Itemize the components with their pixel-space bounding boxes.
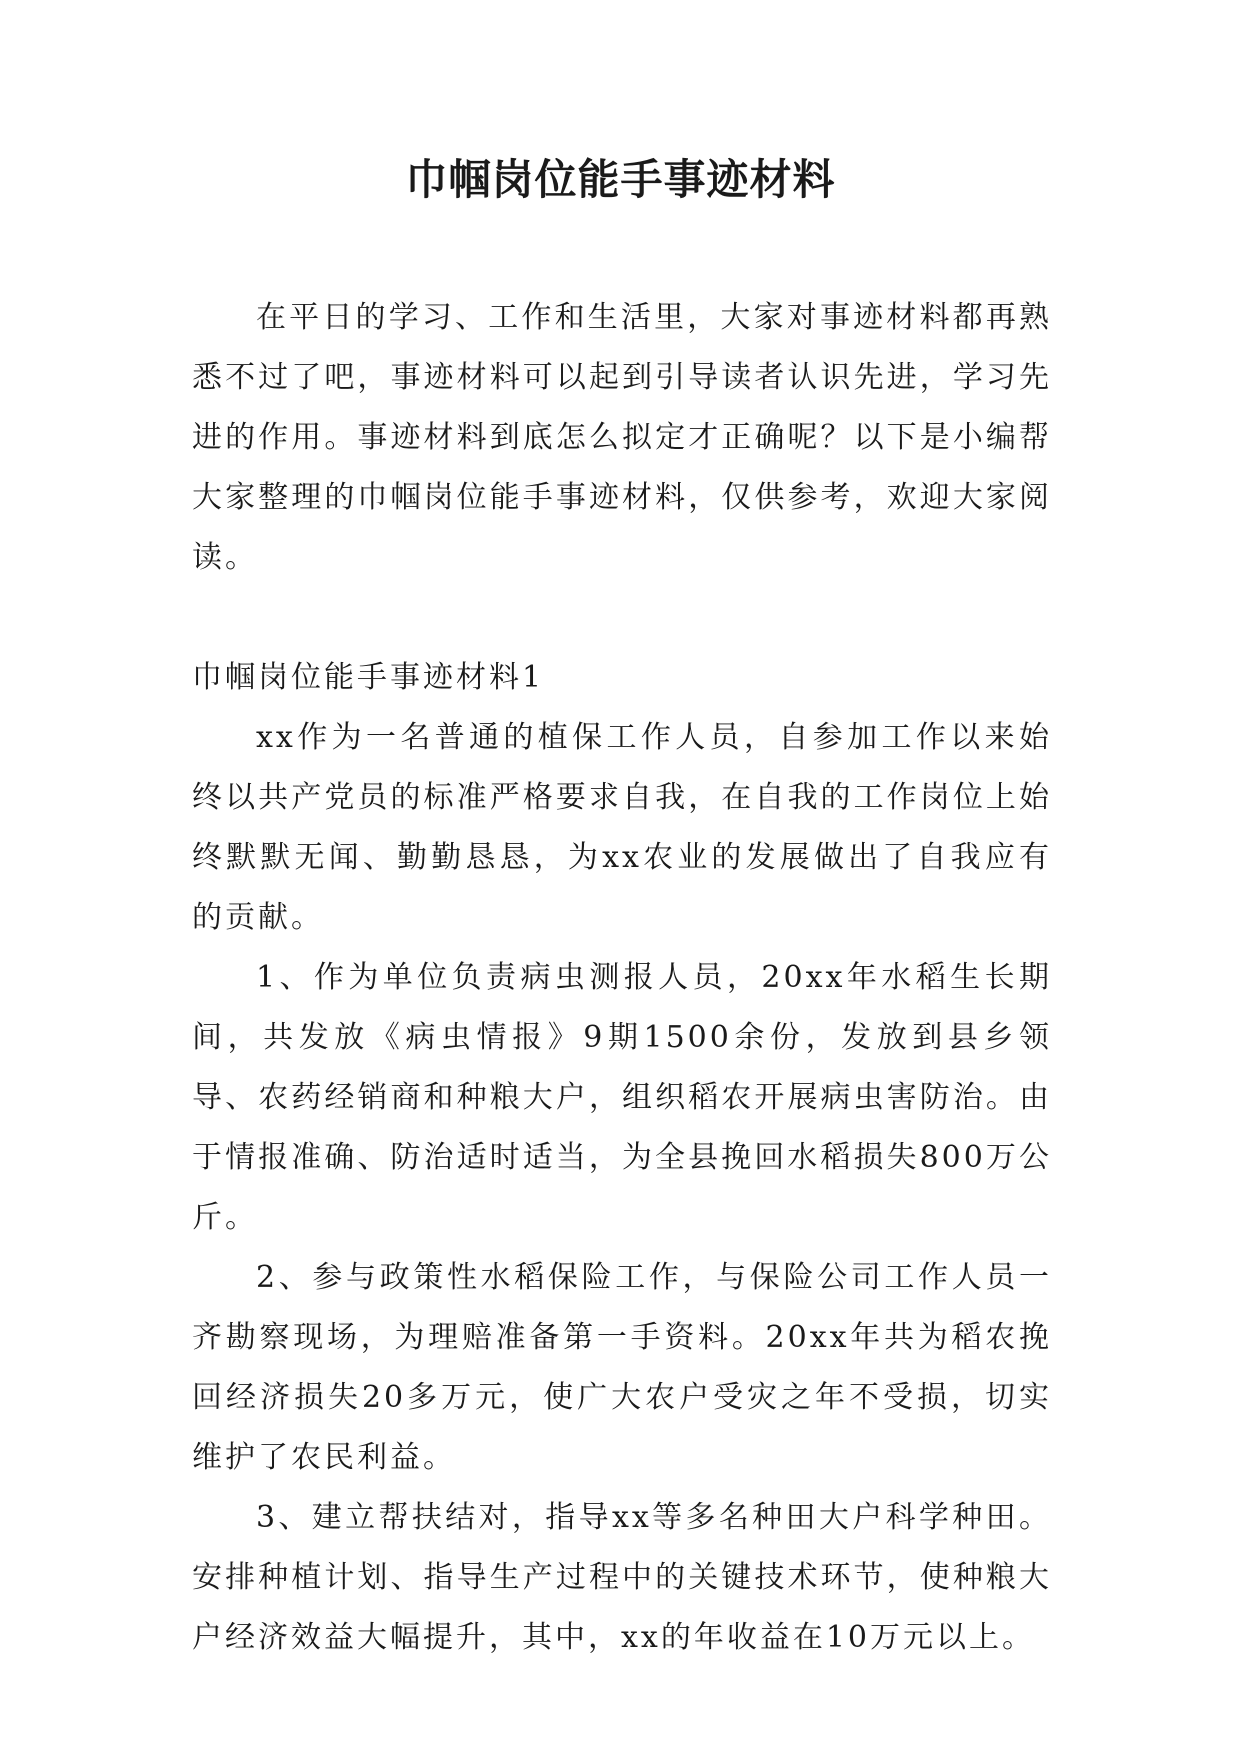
section-paragraph-3: 2、参与政策性水稻保险工作，与保险公司工作人员一齐勘察现场，为理赔准备第一手资料。20xx年共为稻农挽回经济损失20多万元，使广大农户受灾之年不受损，切实维护了农民利益。 (192, 1260, 1052, 1475)
intro-paragraph: 在平日的学习、工作和生活里，大家对事迹材料都再熟悉不过了吧，事迹材料可以起到引导读者认识先进，学习先进的作用。事迹材料到底怎么拟定才正确呢？以下是小编帮大家整理的巾帼岗位能手事迹材料，仅供参考，欢迎大家阅读。 (192, 300, 1052, 575)
paragraph-spacer (192, 588, 1052, 648)
section-paragraph-2: 1、作为单位负责病虫测报人员，20xx年水稻生长期间，共发放《病虫情报》9期1500余份，发放到县乡领导、农药经销商和种粮大户，组织稻农开展病虫害防治。由于情报准确、防治适时适当，为全县挽回水稻损失800万公斤。 (192, 960, 1052, 1235)
document-body (192, 288, 1052, 1668)
document-title: 巾帼岗位能手事迹材料 (405, 155, 836, 204)
section-paragraph-1: xx作为一名普通的植保工作人员，自参加工作以来始终以共产党员的标准严格要求自我，在自我的工作岗位上始终默默无闻、勤勤恳恳，为xx农业的发展做出了自我应有的贡献。 (192, 720, 1052, 935)
section-paragraph-4: 3、建立帮扶结对，指导xx等多名种田大户科学种田。安排种植计划、指导生产过程中的关键技术环节，使种粮大户经济效益大幅提升，其中，xx的年收益在10万元以上。 (192, 1500, 1052, 1655)
section-heading: 巾帼岗位能手事迹材料1 (192, 660, 545, 695)
